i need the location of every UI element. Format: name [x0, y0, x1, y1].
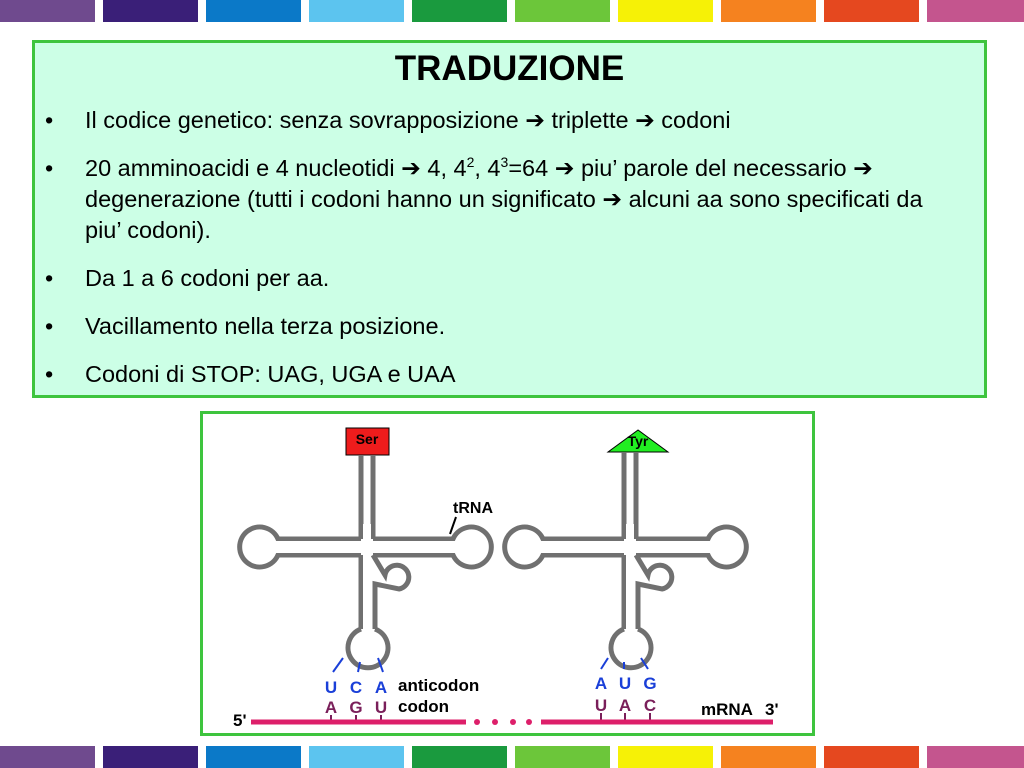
stripe	[618, 746, 713, 768]
mrna-dot	[526, 719, 532, 725]
bullet-text: =64	[508, 155, 555, 181]
codon-base: C	[643, 696, 657, 715]
arrow-icon: ➔	[635, 107, 655, 133]
slide-title: TRADUZIONE	[394, 49, 625, 88]
right-codon	[595, 696, 656, 715]
bullet-text: degenerazione (tutti i codoni hanno un significato	[85, 186, 603, 212]
stripe	[103, 746, 198, 768]
stripe	[721, 0, 816, 22]
bullet-text: 4, 4	[420, 155, 467, 181]
trna-figure-panel	[200, 411, 815, 736]
bottom-stripe-bar	[0, 746, 1024, 768]
superscript: 3	[500, 154, 509, 171]
stripe	[206, 746, 301, 768]
top-stripe-bar	[0, 0, 1024, 22]
codon-base: A	[618, 696, 632, 715]
stripe	[206, 0, 301, 22]
stripe	[515, 746, 610, 768]
bullet-dot: •	[45, 361, 54, 387]
stripe	[103, 0, 198, 22]
bullet-text: Il codice genetico: senza sovrapposizione	[85, 107, 526, 133]
stripe	[927, 0, 1024, 22]
codon-base: A	[324, 698, 338, 717]
three-prime-label: 3'	[765, 700, 779, 719]
mrna-dot	[492, 719, 498, 725]
stripe	[618, 0, 713, 22]
bullet-text: Vacillamento nella terza posizione.	[85, 313, 446, 339]
five-prime-label: 5'	[233, 711, 247, 730]
right-trna-body	[505, 452, 747, 668]
stripe	[412, 0, 507, 22]
right-codon-ticks	[601, 713, 650, 720]
superscript: 2	[466, 154, 475, 171]
anticodon-base: A	[374, 678, 388, 697]
anticodon-label: anticodon	[398, 676, 480, 695]
right-trna	[505, 430, 747, 720]
left-codon-ticks	[331, 715, 381, 720]
mrna-dot	[474, 719, 480, 725]
codon-base: U	[374, 698, 388, 717]
bullet-text: triplette	[544, 107, 636, 133]
left-codon	[325, 698, 387, 717]
stripe	[309, 746, 404, 768]
bullet-item	[35, 105, 984, 136]
arrow-icon: ➔	[401, 155, 421, 181]
anticodon-base: U	[618, 674, 632, 693]
bullet-dot: •	[45, 107, 54, 133]
text-panel	[32, 40, 987, 398]
right-anticodon	[595, 674, 657, 693]
stripe	[0, 0, 95, 22]
codon-base: G	[349, 698, 363, 717]
bullet-dot: •	[45, 155, 54, 181]
trna-label: tRNA	[453, 500, 493, 517]
bullet-item	[35, 153, 984, 246]
bullet-dot: •	[45, 265, 54, 291]
trna-diagram	[203, 414, 812, 733]
codon-label: codon	[398, 697, 449, 716]
mrna-strand	[233, 700, 779, 730]
bullet-dot: •	[45, 313, 54, 339]
stripe	[721, 746, 816, 768]
stripe	[515, 0, 610, 22]
bullet-text: piu’ parole del necessario	[574, 155, 854, 181]
bullet-text: Da 1 a 6 codoni per aa.	[85, 265, 330, 291]
stripe	[824, 0, 919, 22]
bullet-text: 20 amminoacidi e 4 nucleotidi	[85, 155, 402, 181]
bullet-item	[35, 359, 984, 390]
tyr-label: Tyr	[627, 433, 649, 449]
stripe	[309, 0, 404, 22]
trna-arm-fill	[538, 541, 723, 553]
codon-base: U	[594, 696, 608, 715]
mrna-label: mRNA	[701, 700, 753, 719]
bullet-text: alcuni aa sono specificati da piu’ codoni).	[85, 186, 923, 243]
stripe	[412, 746, 507, 768]
left-anticodon	[325, 678, 387, 697]
stripe	[927, 746, 1024, 768]
stripe	[824, 746, 919, 768]
bullet-text: , 4	[474, 155, 501, 181]
anticodon-base: U	[324, 678, 338, 697]
bullet-item	[35, 311, 984, 342]
mrna-dot	[510, 719, 516, 725]
bullet-item	[35, 263, 984, 294]
arrow-icon: ➔	[554, 155, 575, 181]
bullet-text: Codoni di STOP: UAG, UGA e UAA	[85, 361, 456, 387]
bullet-list	[35, 105, 984, 407]
arrow-icon: ➔	[525, 107, 545, 133]
anticodon-base: G	[643, 674, 657, 693]
stripe	[0, 746, 95, 768]
bullet-text: codoni	[654, 107, 731, 133]
ser-label: Ser	[355, 431, 379, 447]
arrow-icon: ➔	[602, 186, 623, 212]
left-trna	[240, 428, 494, 720]
arrow-icon: ➔	[853, 155, 873, 181]
anticodon-base: A	[594, 674, 608, 693]
anticodon-base: C	[349, 678, 363, 697]
trna-arm-fill	[273, 541, 468, 553]
